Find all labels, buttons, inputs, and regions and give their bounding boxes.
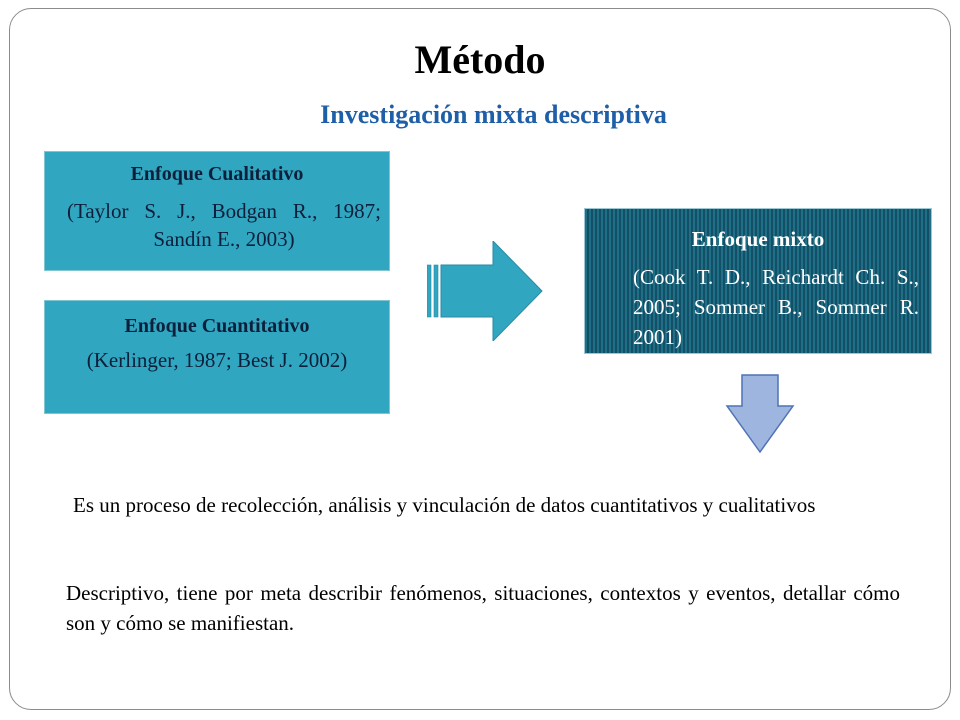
slide-subtitle: Investigación mixta descriptiva (320, 100, 667, 129)
qualitative-heading: Enfoque Cualitativo (130, 163, 304, 185)
arrow-down-icon (725, 374, 795, 454)
descriptive-text: Descriptivo, tiene por meta describir fenómenos, situaciones, contextos y eventos, detallar cómo son y cómo se manifiestan. (66, 581, 900, 635)
mixed-citation: (Cook T. D., Reichardt Ch. S., 2005; Sommer B., Sommer R. 2001) (633, 265, 919, 349)
arrow-right-icon (427, 241, 543, 341)
qualitative-citation: (Taylor S. J., Bodgan R., 1987; Sandín E., 2003) (67, 199, 381, 251)
qualitative-approach-box (44, 151, 390, 271)
mixed-approach-box (584, 208, 932, 354)
mixed-heading: Enfoque mixto (691, 227, 825, 251)
quantitative-heading: Enfoque Cuantitativo (124, 315, 310, 337)
quantitative-approach-box (44, 300, 390, 414)
quantitative-citation: (Kerlinger, 1987; Best J. 2002) (86, 348, 348, 372)
slide-title: Método (414, 37, 546, 82)
definition-text: Es un proceso de recolección, análisis y vinculación de datos cuantitativos y cualitativos (73, 493, 816, 517)
